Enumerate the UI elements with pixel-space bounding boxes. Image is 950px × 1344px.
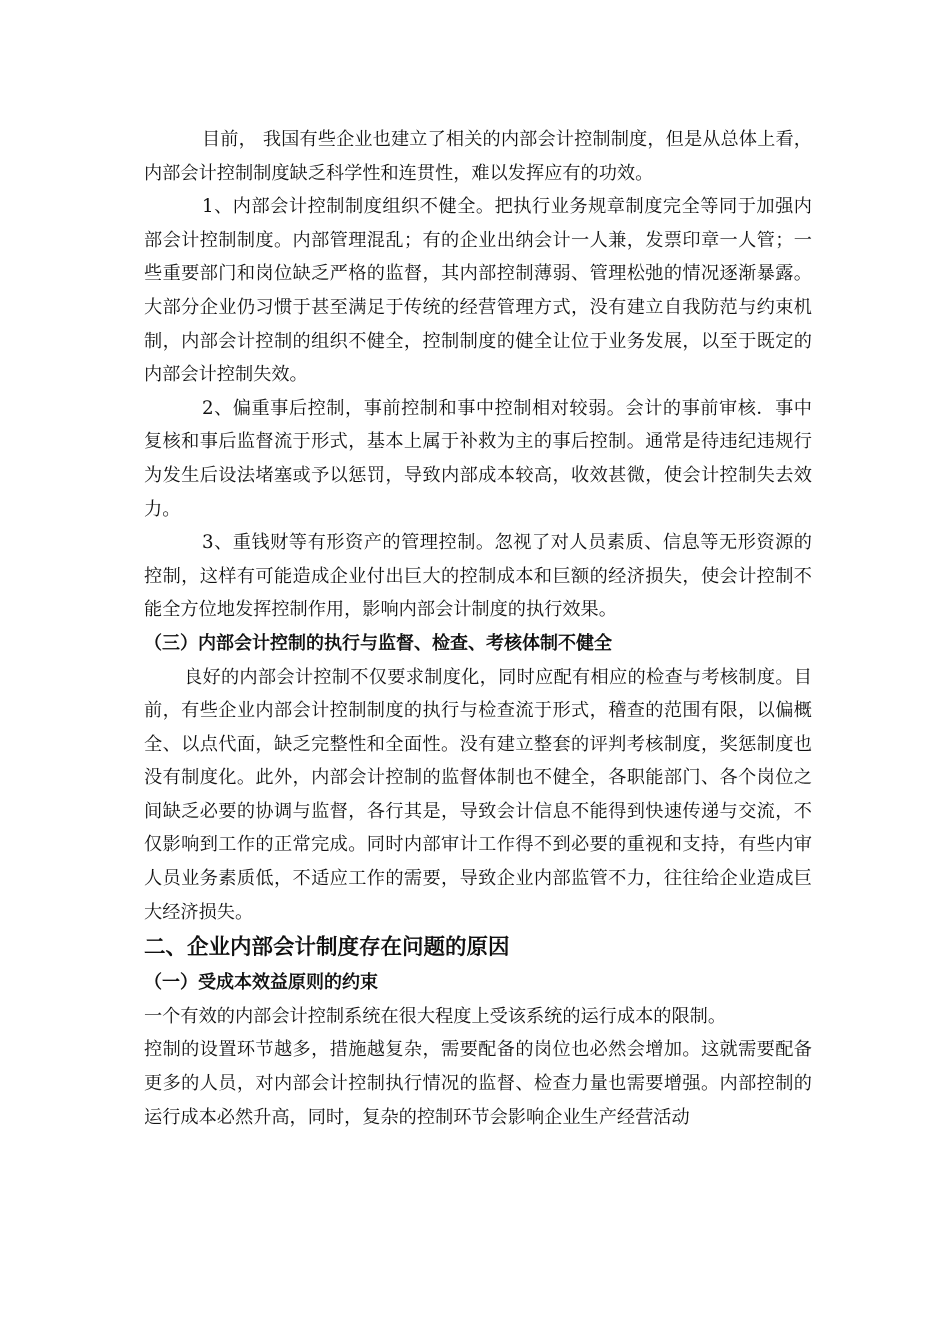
paragraph-point-2: 2、偏重事后控制，事前控制和事中控制相对较弱。会计的事前审核．事中复核和事后监督流于形式，基本上属于补救为主的事后控制。通常是待违纪违规行为发生后设法堵塞或予以惩罚，导致内部成本较高，收效甚微，使会计控制失去效力。	[144, 397, 812, 520]
paragraph-point-3: 3、重钱财等有形资产的管理控制。忽视了对人员素质、信息等无形资源的控制，这样有可能造成企业付出巨大的控制成本和巨额的经济损失，使会计控制不能全方位地发挥控制作用，影响内部会计制度的执行效果。	[144, 532, 812, 621]
section-heading-cost-benefit: （一）受成本效益原则的约束	[144, 972, 378, 994]
paragraph-intro: 目前， 我国有些企业也建立了相关的内部会计控制制度，但是从总体上看，内部会计控制制度缺乏科学性和连贯性，难以发挥应有的功效。	[144, 129, 812, 184]
paragraph-supervision: 良好的内部会计控制不仅要求制度化，同时应配有相应的检查与考核制度。目前，有些企业内部会计控制制度的执行与检查流于形式，稽查的范围有限，以偏概全、以点代面，缺乏完整性和全面性。没有建立整套的评判考核制度，奖惩制度也没有制度化。此外，内部会计控制的监督体制也不健全，各职能部门、各个岗位之间缺乏必要的协调与监督，各行其是，导致会计信息不能得到快速传递与交流，不仅影响到工作的正常完成。同时内部审计工作得不到必要的重视和支持，有些内审人员业务素质低，不适应工作的需要，导致企业内部监管不力，往往给企业造成巨大经济损失。	[144, 666, 812, 923]
document-body	[144, 123, 812, 1134]
paragraph-point-1: 1、内部会计控制制度组织不健全。把执行业务规章制度完全等同于加强内部会计控制制度。内部管理混乱；有的企业出纳会计一人兼，发票印章一人管；一些重要部门和岗位缺乏严格的监督，其内部控制薄弱、管理松弛的情况逐渐暴露。大部分企业仍习惯于甚至满足于传统的经营管理方式，没有建立自我防范与约束机制，内部会计控制的组织不健全，控制制度的健全让位于业务发展，以至于既定的内部会计控制失效。	[144, 196, 812, 386]
paragraph-cost-limit: 一个有效的内部会计控制系统在很大程度上受该系统的运行成本的限制。	[144, 1005, 727, 1027]
chapter-heading-2: 二、企业内部会计制度存在问题的原因	[144, 935, 510, 961]
paragraph-cost-detail: 控制的设置环节越多，措施越复杂，需要配备的岗位也必然会增加。这就需要配备更多的人员，对内部会计控制执行情况的监督、检查力量也需要增强。内部控制的运行成本必然升高，同时，复杂的控制环节会影响企业生产经营活动	[144, 1039, 812, 1128]
section-heading-3: （三）内部会计控制的执行与监督、检查、考核体制不健全	[144, 632, 612, 654]
